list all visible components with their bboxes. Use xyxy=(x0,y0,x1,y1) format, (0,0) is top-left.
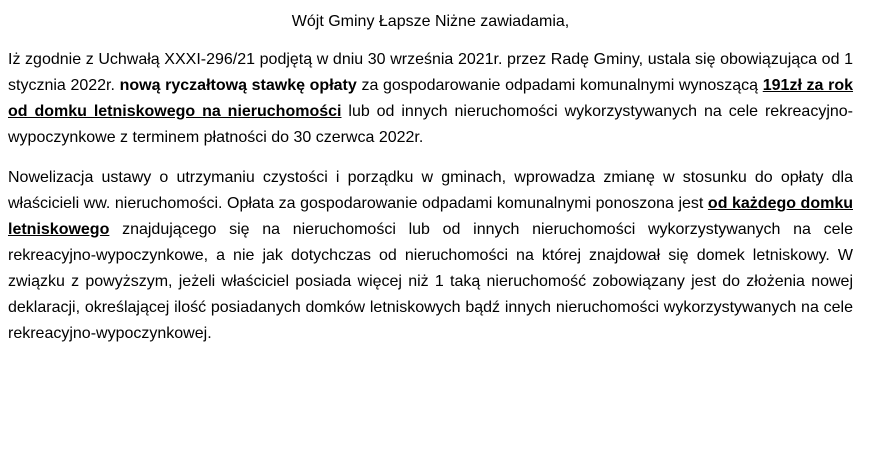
paragraph1-text-middle: za gospodarowanie odpadami komunalnymi wynoszącą xyxy=(356,77,763,94)
document-title: Wójt Gminy Łapsze Niżne zawiadamia, xyxy=(291,13,570,30)
paragraph2-text-start: Nowelizacja ustawy o utrzymaniu czystości i porządku w gminach, wprowadza zmianę w stosunku do opłaty dla właścicieli ww. nieruchomości. Opłata za gospodarowanie odpadami komunalnymi ponoszona jest xyxy=(8,169,853,212)
paragraph1-bold-phrase: nową ryczałtową stawkę opłaty xyxy=(119,77,357,94)
paragraph1-text-end: lub od innych nieruchomości wykorzystywanych na cele rekreacyjno-wypoczynkowe z terminem płatności do 30 czerwca 2022r. xyxy=(8,103,853,146)
paragraph2-emphasis: od każdego domku letniskowego xyxy=(8,195,853,238)
paragraph2-text-end: znajdującego się na nieruchomości lub od innych nieruchomości wykorzystywanych na cele rekreacyjno-wypoczynkowe, a nie jak dotychczas od nieruchomości na której znajdował się domek letniskowy. W związku z powyższym, jeżeli właściciel posiada więcej niż 1 taką nieruchomość zobowiązany jest do złożenia nowej deklaracji, określającej ilość posiadanych domków letniskowych bądź innych nieruchomości wykorzystywanych na cele rekreacyjno-wypoczynkowej. xyxy=(8,221,853,342)
paragraph-fee-rate xyxy=(8,47,853,151)
paragraph-amendment xyxy=(8,165,853,347)
paragraph1-fee-amount: 191zł za rok od domku letniskowego na nieruchomości xyxy=(8,77,854,120)
paragraph1-text-start: Iż zgodnie z Uchwałą XXXI-296/21 podjętą w dniu 30 września 2021r. przez Radę Gminy, ustala się obowiązująca od 1 stycznia 2022r. xyxy=(8,51,853,94)
